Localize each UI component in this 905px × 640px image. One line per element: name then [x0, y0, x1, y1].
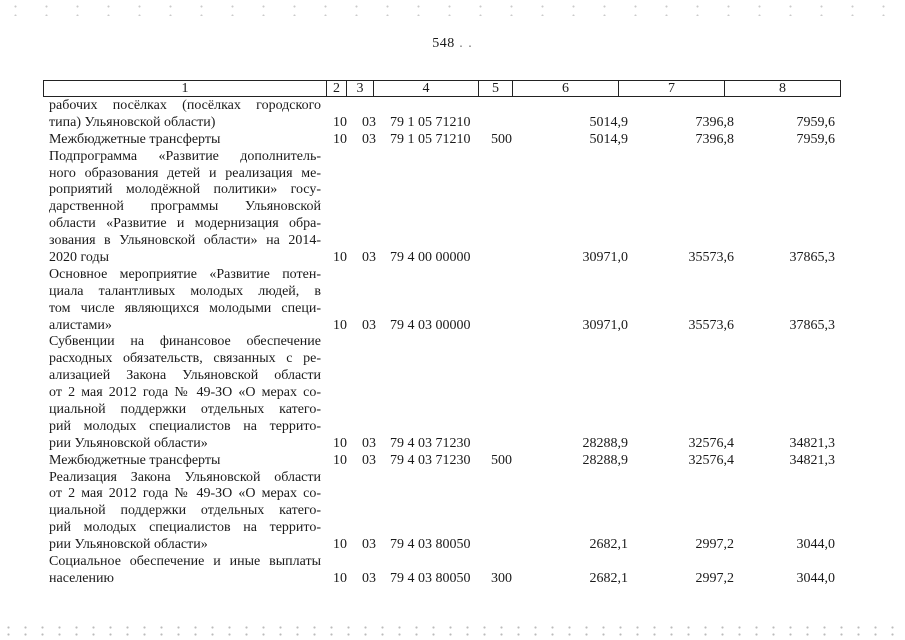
- amount-col-7: 2997,2: [695, 570, 734, 586]
- description-line: ализацией Закона Ульяновской области: [49, 368, 321, 384]
- subsection-code: 03: [362, 570, 376, 586]
- description-line: типа) Ульяновской области): [49, 114, 216, 130]
- scan-noise-bottom: [0, 624, 905, 636]
- amount-col-7: 7396,8: [695, 131, 734, 147]
- section-code: 10: [333, 114, 347, 130]
- description-line: от 2 мая 2012 года № 49-ЗО «О мерах со-: [49, 486, 321, 502]
- target-article-code: 79 4 03 71230: [390, 452, 471, 468]
- subsection-code: 03: [362, 537, 376, 553]
- description-line: циала талантливых молодых людей, в: [49, 283, 321, 299]
- amount-col-8: 37865,3: [789, 250, 835, 266]
- scan-dots: . .: [454, 36, 473, 51]
- description-line: зования в Ульяновской области» на 2014-: [49, 233, 321, 249]
- column-header-row: [44, 81, 841, 97]
- subsection-code: 03: [362, 435, 376, 451]
- section-code: 10: [333, 317, 347, 333]
- section-code: 10: [333, 435, 347, 451]
- page-number-text: 548: [432, 36, 455, 51]
- description-line: циальной поддержки отдельных катего-: [49, 402, 321, 418]
- table-row: [0, 98, 905, 132]
- row-values: [0, 571, 905, 588]
- section-code: 10: [333, 250, 347, 266]
- description-line: Субвенции на финансовое обеспечение: [49, 334, 321, 350]
- column-header-8: 8: [725, 81, 841, 97]
- description-line: циальной поддержки отдельных катего-: [49, 503, 321, 519]
- amount-col-8: 3044,0: [796, 537, 835, 553]
- target-article-code: 79 4 03 71230: [390, 435, 471, 451]
- description-line: том числе являющихся молодыми специ-: [49, 300, 321, 316]
- amount-col-6: 28288,9: [582, 452, 628, 468]
- amount-col-6: 5014,9: [589, 114, 628, 130]
- amount-col-6: 5014,9: [589, 131, 628, 147]
- description-line: Реализация Закона Ульяновской области: [49, 469, 321, 485]
- description-line: рабочих посёлках (посёлках городского: [49, 98, 321, 113]
- description-line: рий молодых специалистов на террито-: [49, 520, 321, 536]
- target-article-code: 79 1 05 71210: [390, 131, 471, 147]
- target-article-code: 79 1 05 71210: [390, 114, 471, 130]
- subsection-code: 03: [362, 114, 376, 130]
- description-line: Социальное обеспечение и иные выплаты: [49, 554, 321, 570]
- row-values: [0, 318, 905, 335]
- description-line: ного образования детей и реализация ме-: [49, 165, 321, 181]
- scan-noise-top: [0, 2, 905, 16]
- amount-col-6: 30971,0: [582, 250, 628, 266]
- section-code: 10: [333, 452, 347, 468]
- description-line: Подпрограмма «Развитие дополнитель-: [49, 148, 321, 164]
- description-line: дарственной программы Ульяновской: [49, 199, 321, 215]
- description-line: рии Ульяновской области»: [49, 435, 208, 451]
- subsection-code: 03: [362, 317, 376, 333]
- description-line: области «Развитие и модернизация обра-: [49, 216, 321, 232]
- row-values: [0, 132, 905, 149]
- target-article-code: 79 4 03 00000: [390, 317, 471, 333]
- amount-col-6: 28288,9: [582, 435, 628, 451]
- description-line: 2020 годы: [49, 250, 110, 266]
- description-line: рии Ульяновской области»: [49, 537, 208, 553]
- description-line: алистами»: [49, 317, 112, 333]
- subsection-code: 03: [362, 452, 376, 468]
- section-code: 10: [333, 537, 347, 553]
- description-line: расходных обязательств, связанных с ре-: [49, 351, 321, 367]
- column-header-3: 3: [347, 81, 374, 97]
- column-header-7: 7: [619, 81, 725, 97]
- amount-col-6: 30971,0: [582, 317, 628, 333]
- expense-type-code: 500: [491, 452, 512, 468]
- description-line: Основное мероприятие «Развитие потен-: [49, 266, 321, 282]
- table-row: [0, 334, 905, 452]
- amount-col-7: 32576,4: [688, 435, 734, 451]
- target-article-code: 79 4 03 80050: [390, 570, 471, 586]
- description-line: населению: [49, 570, 114, 586]
- row-values: [0, 250, 905, 267]
- table-row: [0, 470, 905, 554]
- column-header-2: 2: [327, 81, 347, 97]
- column-header-1: 1: [44, 81, 327, 97]
- table-row: [0, 453, 905, 470]
- amount-col-8: 7959,6: [796, 114, 835, 130]
- amount-col-7: 32576,4: [688, 452, 734, 468]
- expense-type-code: 300: [491, 570, 512, 586]
- target-article-code: 79 4 03 80050: [390, 537, 471, 553]
- description-line: Межбюджетные трансферты: [49, 131, 221, 147]
- amount-col-7: 2997,2: [695, 537, 734, 553]
- description-line: от 2 мая 2012 года № 49-ЗО «О мерах со-: [49, 385, 321, 401]
- section-code: 10: [333, 570, 347, 586]
- amount-col-8: 3044,0: [796, 570, 835, 586]
- amount-col-8: 37865,3: [789, 317, 835, 333]
- column-header-table: [43, 80, 841, 97]
- row-values: [0, 115, 905, 132]
- description-line: Межбюджетные трансферты: [49, 452, 221, 468]
- subsection-code: 03: [362, 250, 376, 266]
- amount-col-6: 2682,1: [589, 570, 628, 586]
- amount-col-6: 2682,1: [589, 537, 628, 553]
- amount-col-8: 34821,3: [789, 452, 835, 468]
- expense-type-code: 500: [491, 131, 512, 147]
- row-values: [0, 453, 905, 470]
- column-header-5: 5: [479, 81, 513, 97]
- subsection-code: 03: [362, 131, 376, 147]
- row-values: [0, 436, 905, 453]
- amount-col-8: 7959,6: [796, 131, 835, 147]
- budget-table-body: [0, 98, 905, 588]
- column-header-6: 6: [513, 81, 619, 97]
- amount-col-7: 7396,8: [695, 114, 734, 130]
- description-line: рий молодых специалистов на террито-: [49, 418, 321, 434]
- description-line: роприятий молодёжной политики» госу-: [49, 182, 321, 198]
- amount-col-7: 35573,6: [688, 317, 734, 333]
- row-values: [0, 537, 905, 554]
- amount-col-8: 34821,3: [789, 435, 835, 451]
- table-row: [0, 149, 905, 267]
- table-row: [0, 554, 905, 588]
- table-row: [0, 132, 905, 149]
- amount-col-7: 35573,6: [688, 250, 734, 266]
- target-article-code: 79 4 00 00000: [390, 250, 471, 266]
- column-header-4: 4: [374, 81, 479, 97]
- section-code: 10: [333, 131, 347, 147]
- page-number: [0, 36, 905, 52]
- table-row: [0, 267, 905, 335]
